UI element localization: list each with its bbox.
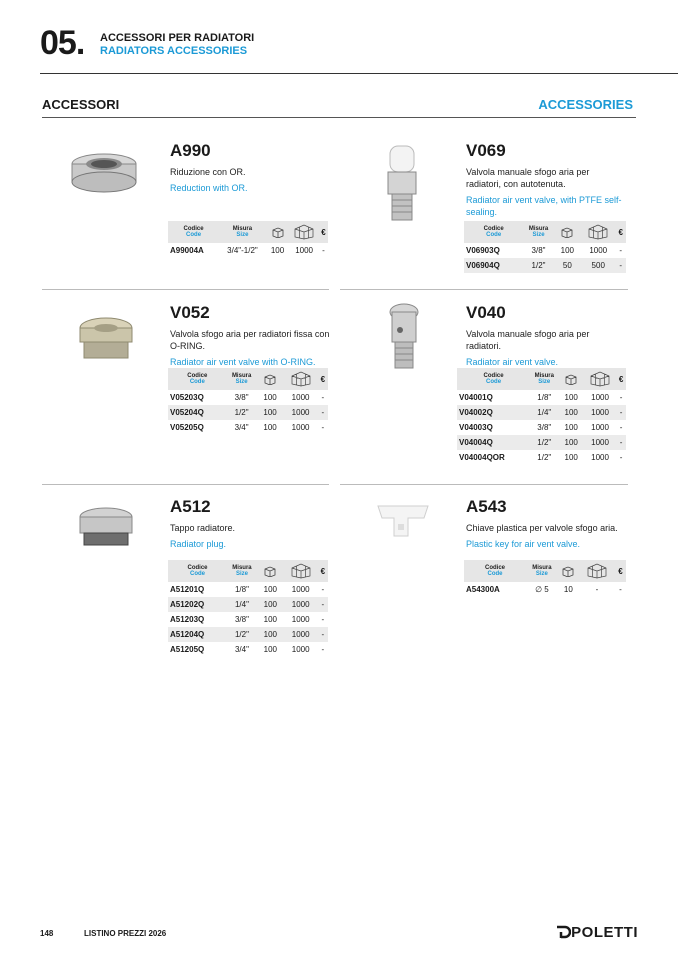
size-cell: 3/8" [234,615,249,624]
product-code: A543 [466,497,507,516]
code-cell: A51201Q [170,585,205,594]
product-desc-en: Radiator air vent valve, with PTFE self-sealing. [466,195,622,217]
col-size: Misura Size [523,221,553,243]
section-title-it: ACCESSORI [42,97,120,112]
product-code: V040 [466,303,506,322]
col-price: € [318,368,328,390]
pack-cell: 100 [564,423,578,432]
code-cell: V04001Q [459,393,493,402]
single-box-icon [561,227,573,238]
price-cell: - [619,246,623,255]
price-list-label: LISTINO PREZZI 2026 [84,929,167,938]
col-pack [257,560,284,582]
single-box-icon [272,227,284,238]
product-image-a990 [66,150,142,198]
size-cell: ∅ 5 [535,585,549,594]
col-carton [579,560,615,582]
product-image-v052 [76,314,136,364]
carton-box-icon [293,224,315,240]
pack-cell: 100 [263,393,277,402]
divider [340,289,628,290]
code-cell: V04002Q [457,405,530,420]
product-a990 [170,141,330,194]
table-row [168,405,328,420]
table-header-row [464,560,626,582]
chapter-number: 05. [40,24,85,62]
carton-cell: 1000 [584,435,616,450]
table-row [168,390,328,405]
section-title-en: ACCESSORIES [538,97,633,112]
pack-cell: 100 [257,597,284,612]
pack-cell: 10 [563,585,573,594]
col-carton [581,221,616,243]
product-image-a512 [76,505,136,551]
table-row [464,258,626,273]
size-cell: 1/2" [227,627,257,642]
price-table-a990 [168,221,328,258]
col-code: Codice Code [168,221,219,243]
carton-cell: 1000 [291,585,310,594]
code-cell: A99004A [170,246,204,255]
pack-cell: 100 [257,627,284,642]
table-row [168,582,328,597]
product-desc-it: Riduzione con OR. [170,167,246,177]
size-cell: 1/2" [227,405,257,420]
pack-cell: 100 [270,246,285,255]
divider [42,484,329,485]
col-pack [266,221,289,243]
carton-box-icon [290,371,312,387]
code-cell: A51204Q [168,627,227,642]
carton-box-icon [586,563,608,579]
price-table-a512 [168,560,328,657]
table-header-row [464,221,626,243]
product-a512 [170,497,330,550]
col-size: Misura Size [227,368,257,390]
poletti-logo-icon [555,925,571,939]
col-code: Codice Code [464,221,523,243]
carton-cell: 1000 [589,246,608,255]
carton-cell: 1000 [584,405,616,420]
product-desc-it: Valvola manuale sfogo aria per radiatori, con autotenuta. [466,167,590,189]
single-box-icon [562,566,574,577]
pack-cell: 100 [560,246,575,255]
carton-cell: 1000 [591,423,609,432]
page-number: 148 [40,929,54,938]
price-cell: - [321,585,325,594]
price-table-a543 [464,560,626,597]
single-box-icon [264,566,276,577]
price-cell: - [619,393,623,402]
price-cell: - [318,627,328,642]
single-box-icon [264,374,276,385]
carton-cell: 1000 [291,423,310,432]
col-code: Codice Code [168,560,227,582]
size-cell: 1/2" [523,258,553,273]
col-carton [284,560,318,582]
col-pack [558,560,579,582]
table-header-row [457,368,626,390]
price-cell: - [322,246,325,255]
product-code: V052 [170,303,210,322]
brand-logo: POLETTI [555,924,638,941]
product-desc-en: Radiator air vent valve. [466,357,559,367]
table-row [168,420,328,435]
carton-cell: 1000 [295,246,313,255]
carton-cell: 1000 [284,627,318,642]
product-image-a543 [372,498,434,542]
col-price: € [615,560,626,582]
product-image-v069 [382,144,422,224]
table-row [457,420,626,435]
section-rule [42,117,636,118]
price-table-v040 [457,368,626,465]
table-row [168,642,328,657]
col-carton [289,221,319,243]
table-header-row [168,560,328,582]
product-desc-it: Chiave plastica per valvole sfogo aria. [466,523,618,533]
price-cell: - [616,405,626,420]
product-image-v040 [384,302,424,372]
product-desc-it: Tappo radiatore. [170,523,236,533]
code-cell: A51205Q [170,645,205,654]
code-cell: V05204Q [168,405,227,420]
carton-cell: 1000 [291,645,310,654]
product-desc-en: Radiator plug. [170,539,227,549]
carton-cell: 1000 [591,393,609,402]
table-header-row [168,221,328,243]
col-price: € [616,221,627,243]
pack-cell: 100 [263,585,277,594]
col-size: Misura Size [219,221,266,243]
carton-box-icon [589,371,611,387]
divider [340,484,628,485]
single-box-icon [565,374,577,385]
size-cell: 1/2" [530,435,558,450]
price-cell: - [318,405,328,420]
pack-cell: 50 [554,258,581,273]
col-carton [284,368,318,390]
product-desc-en: Reduction with OR. [170,183,248,193]
price-cell: - [616,435,626,450]
col-size: Misura Size [526,560,558,582]
size-cell: 3/8" [537,423,552,432]
price-cell: - [619,453,623,462]
product-v040 [466,303,626,368]
table-row [464,582,626,597]
price-cell: - [321,645,325,654]
size-cell: 1/8" [234,585,249,594]
code-cell: V04004Q [457,435,530,450]
carton-cell: 1000 [291,615,310,624]
code-cell: V04003Q [459,423,493,432]
carton-cell: 1000 [291,393,310,402]
price-cell: - [321,423,325,432]
code-cell: A54300A [466,585,500,594]
price-cell: - [619,423,623,432]
carton-cell: 500 [581,258,616,273]
size-cell: 3/8" [531,246,546,255]
pack-cell: 100 [263,645,277,654]
product-code: V069 [466,141,506,160]
product-code: A990 [170,141,211,160]
col-price: € [319,221,328,243]
table-row [457,390,626,405]
col-code: Codice Code [464,560,526,582]
price-cell: - [321,393,325,402]
size-cell: 3/4" [234,423,249,432]
carton-box-icon [290,563,312,579]
carton-cell: - [595,585,599,594]
pack-cell: 100 [558,435,583,450]
table-row [457,435,626,450]
code-cell: V06903Q [466,246,500,255]
size-cell: 1/8" [537,393,552,402]
col-carton [584,368,616,390]
col-code: Codice Code [168,368,227,390]
col-pack [257,368,284,390]
price-cell: - [321,615,325,624]
carton-cell: 1000 [284,405,318,420]
col-price: € [616,368,626,390]
col-size: Misura Size [530,368,558,390]
size-cell: 1/4" [227,597,257,612]
size-cell: 3/4" [234,645,249,654]
carton-cell: 1000 [284,597,318,612]
code-cell: V04004QOR [459,453,505,462]
size-cell: 3/8" [234,393,249,402]
product-code: A512 [170,497,211,516]
product-desc-en: Plastic key for air vent valve. [466,539,581,549]
pack-cell: 100 [263,423,277,432]
code-cell: V05203Q [170,393,204,402]
code-cell: A51203Q [170,615,205,624]
table-row [457,405,626,420]
code-cell: A51202Q [168,597,227,612]
header-rule [40,73,678,74]
col-pack [554,221,581,243]
product-desc-en: Radiator air vent valve with O-RING. [170,357,316,367]
divider [42,289,329,290]
carton-cell: 1000 [591,453,609,462]
product-desc-it: Valvola manuale sfogo aria per radiatori. [466,329,590,351]
size-cell: 3/4"-1/2" [227,246,258,255]
col-code: Codice Code [457,368,530,390]
chapter-title-it: ACCESSORI PER RADIATORI [100,32,255,44]
pack-cell: 100 [558,405,583,420]
table-row [168,612,328,627]
pack-cell: 100 [564,453,578,462]
product-desc-it: Valvola sfogo aria per radiatori fissa con O-RING. [170,329,330,351]
pack-cell: 100 [564,393,578,402]
price-cell: - [616,258,627,273]
size-cell: 1/4" [530,405,558,420]
col-price: € [318,560,328,582]
col-size: Misura Size [227,560,257,582]
table-row [168,597,328,612]
code-cell: V05205Q [170,423,204,432]
product-v069 [466,141,626,218]
col-pack [558,368,583,390]
chapter-title-en: RADIATORS ACCESSORIES [100,45,248,57]
carton-box-icon [587,224,609,240]
price-table-v052 [168,368,328,435]
price-cell: - [619,585,622,594]
product-a543 [466,497,626,550]
table-row [457,450,626,465]
table-row [168,627,328,642]
pack-cell: 100 [263,615,277,624]
price-table-v069 [464,221,626,273]
table-header-row [168,368,328,390]
price-cell: - [318,597,328,612]
size-cell: 1/2" [537,453,552,462]
pack-cell: 100 [257,405,284,420]
table-row [168,243,328,258]
table-row [464,243,626,258]
product-v052 [170,303,330,368]
code-cell: V06904Q [464,258,523,273]
